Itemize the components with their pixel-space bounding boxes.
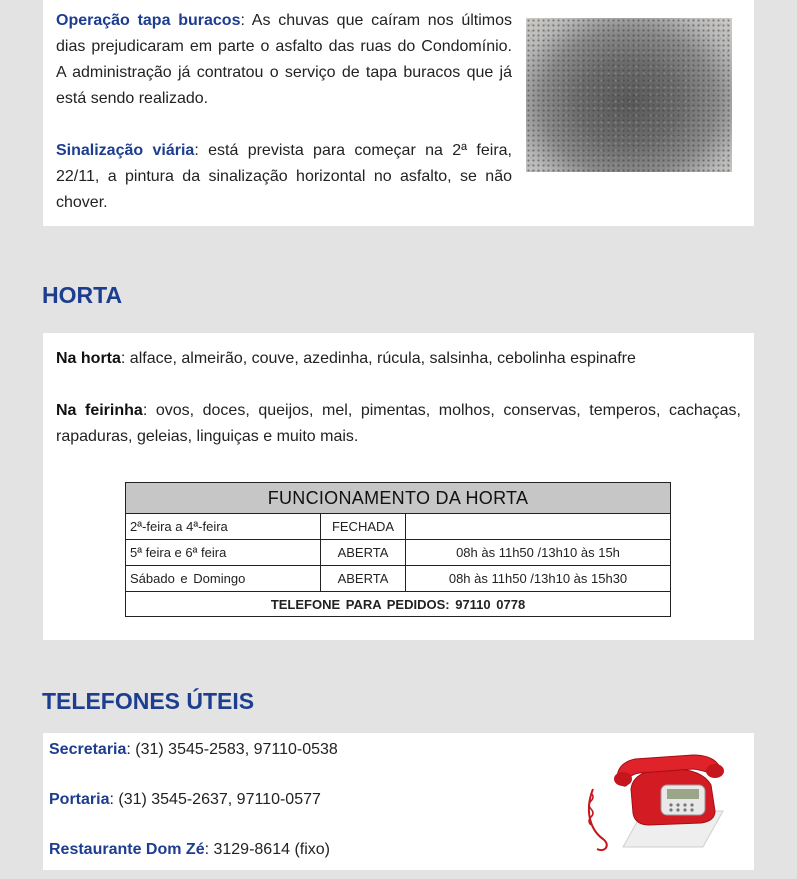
phone-label: Secretaria [49, 741, 127, 758]
news-item-text: : está prevista para começar na 2ª feira, 22/11, a pintura da sinalização horizontal no asfalto, se não chover. [56, 142, 513, 211]
feirinha-label: Na feirinha [56, 402, 143, 419]
feirinha-text: : ovos, doces, queijos, mel, pimentas, molhos, conservas, temperos, cachaças, rapaduras, geleias, linguiças e muito mais. [56, 402, 742, 445]
phone-item-secretaria [49, 737, 569, 763]
phones-card [43, 733, 754, 870]
phone-value: : 3129-8614 (fixo) [204, 841, 330, 858]
horta-text: : alface, almeirão, couve, azedinha, rúcula, salsinha, cebolinha espinafre [120, 350, 636, 367]
days-cell: Sábado e Domingo [126, 566, 321, 592]
telephone-icon [583, 749, 743, 859]
horta-label: Na horta [56, 350, 121, 367]
phone-label: Restaurante Dom Zé [49, 841, 205, 858]
table-footer-row [126, 592, 671, 617]
table-header: FUNCIONAMENTO DA HORTA [126, 483, 671, 514]
phone-label: Portaria [49, 791, 110, 808]
horta-hours-table [125, 482, 671, 617]
hours-cell: 08h às 11h50 /13h10 às 15h30 [406, 566, 671, 592]
status-cell: ABERTA [321, 540, 406, 566]
section-title-horta: HORTA [42, 282, 123, 308]
horta-products [56, 346, 741, 372]
asphalt-photo [526, 18, 732, 172]
news-card [43, 0, 754, 226]
news-item-label: Operação tapa buracos [56, 12, 241, 29]
hours-cell: 08h às 11h50 /13h10 às 15h [406, 540, 671, 566]
phone-value: : (31) 3545-2583, 97110-0538 [126, 741, 338, 758]
hours-cell [406, 514, 671, 540]
section-title-telefones: TELEFONES ÚTEIS [42, 688, 255, 714]
days-cell: 2ª-feira a 4ª-feira [126, 514, 321, 540]
phone-item-restaurante [49, 837, 569, 863]
news-item-label: Sinalização viária [56, 142, 195, 159]
order-phone: TELEFONE PARA PEDIDOS: 97110 0778 [126, 592, 671, 617]
news-item-text: : As chuvas que caíram nos últimos dias prejudicaram em parte o asfalto das ruas do Condomínio. A administração já contratou o serviço de tapa buracos que já está sendo realizado. [56, 12, 513, 107]
news-item-sinalizacao [56, 138, 512, 216]
status-cell: FECHADA [321, 514, 406, 540]
days-cell: 5ª feira e 6ª feira [126, 540, 321, 566]
phone-value: : (31) 3545-2637, 97110-0577 [109, 791, 321, 808]
table-row [126, 566, 671, 592]
table-row [126, 514, 671, 540]
table-row [126, 540, 671, 566]
horta-card [43, 333, 754, 640]
news-item-tapa-buracos [56, 8, 512, 112]
feirinha-products [56, 398, 741, 450]
status-cell: ABERTA [321, 566, 406, 592]
phone-item-portaria [49, 787, 569, 813]
